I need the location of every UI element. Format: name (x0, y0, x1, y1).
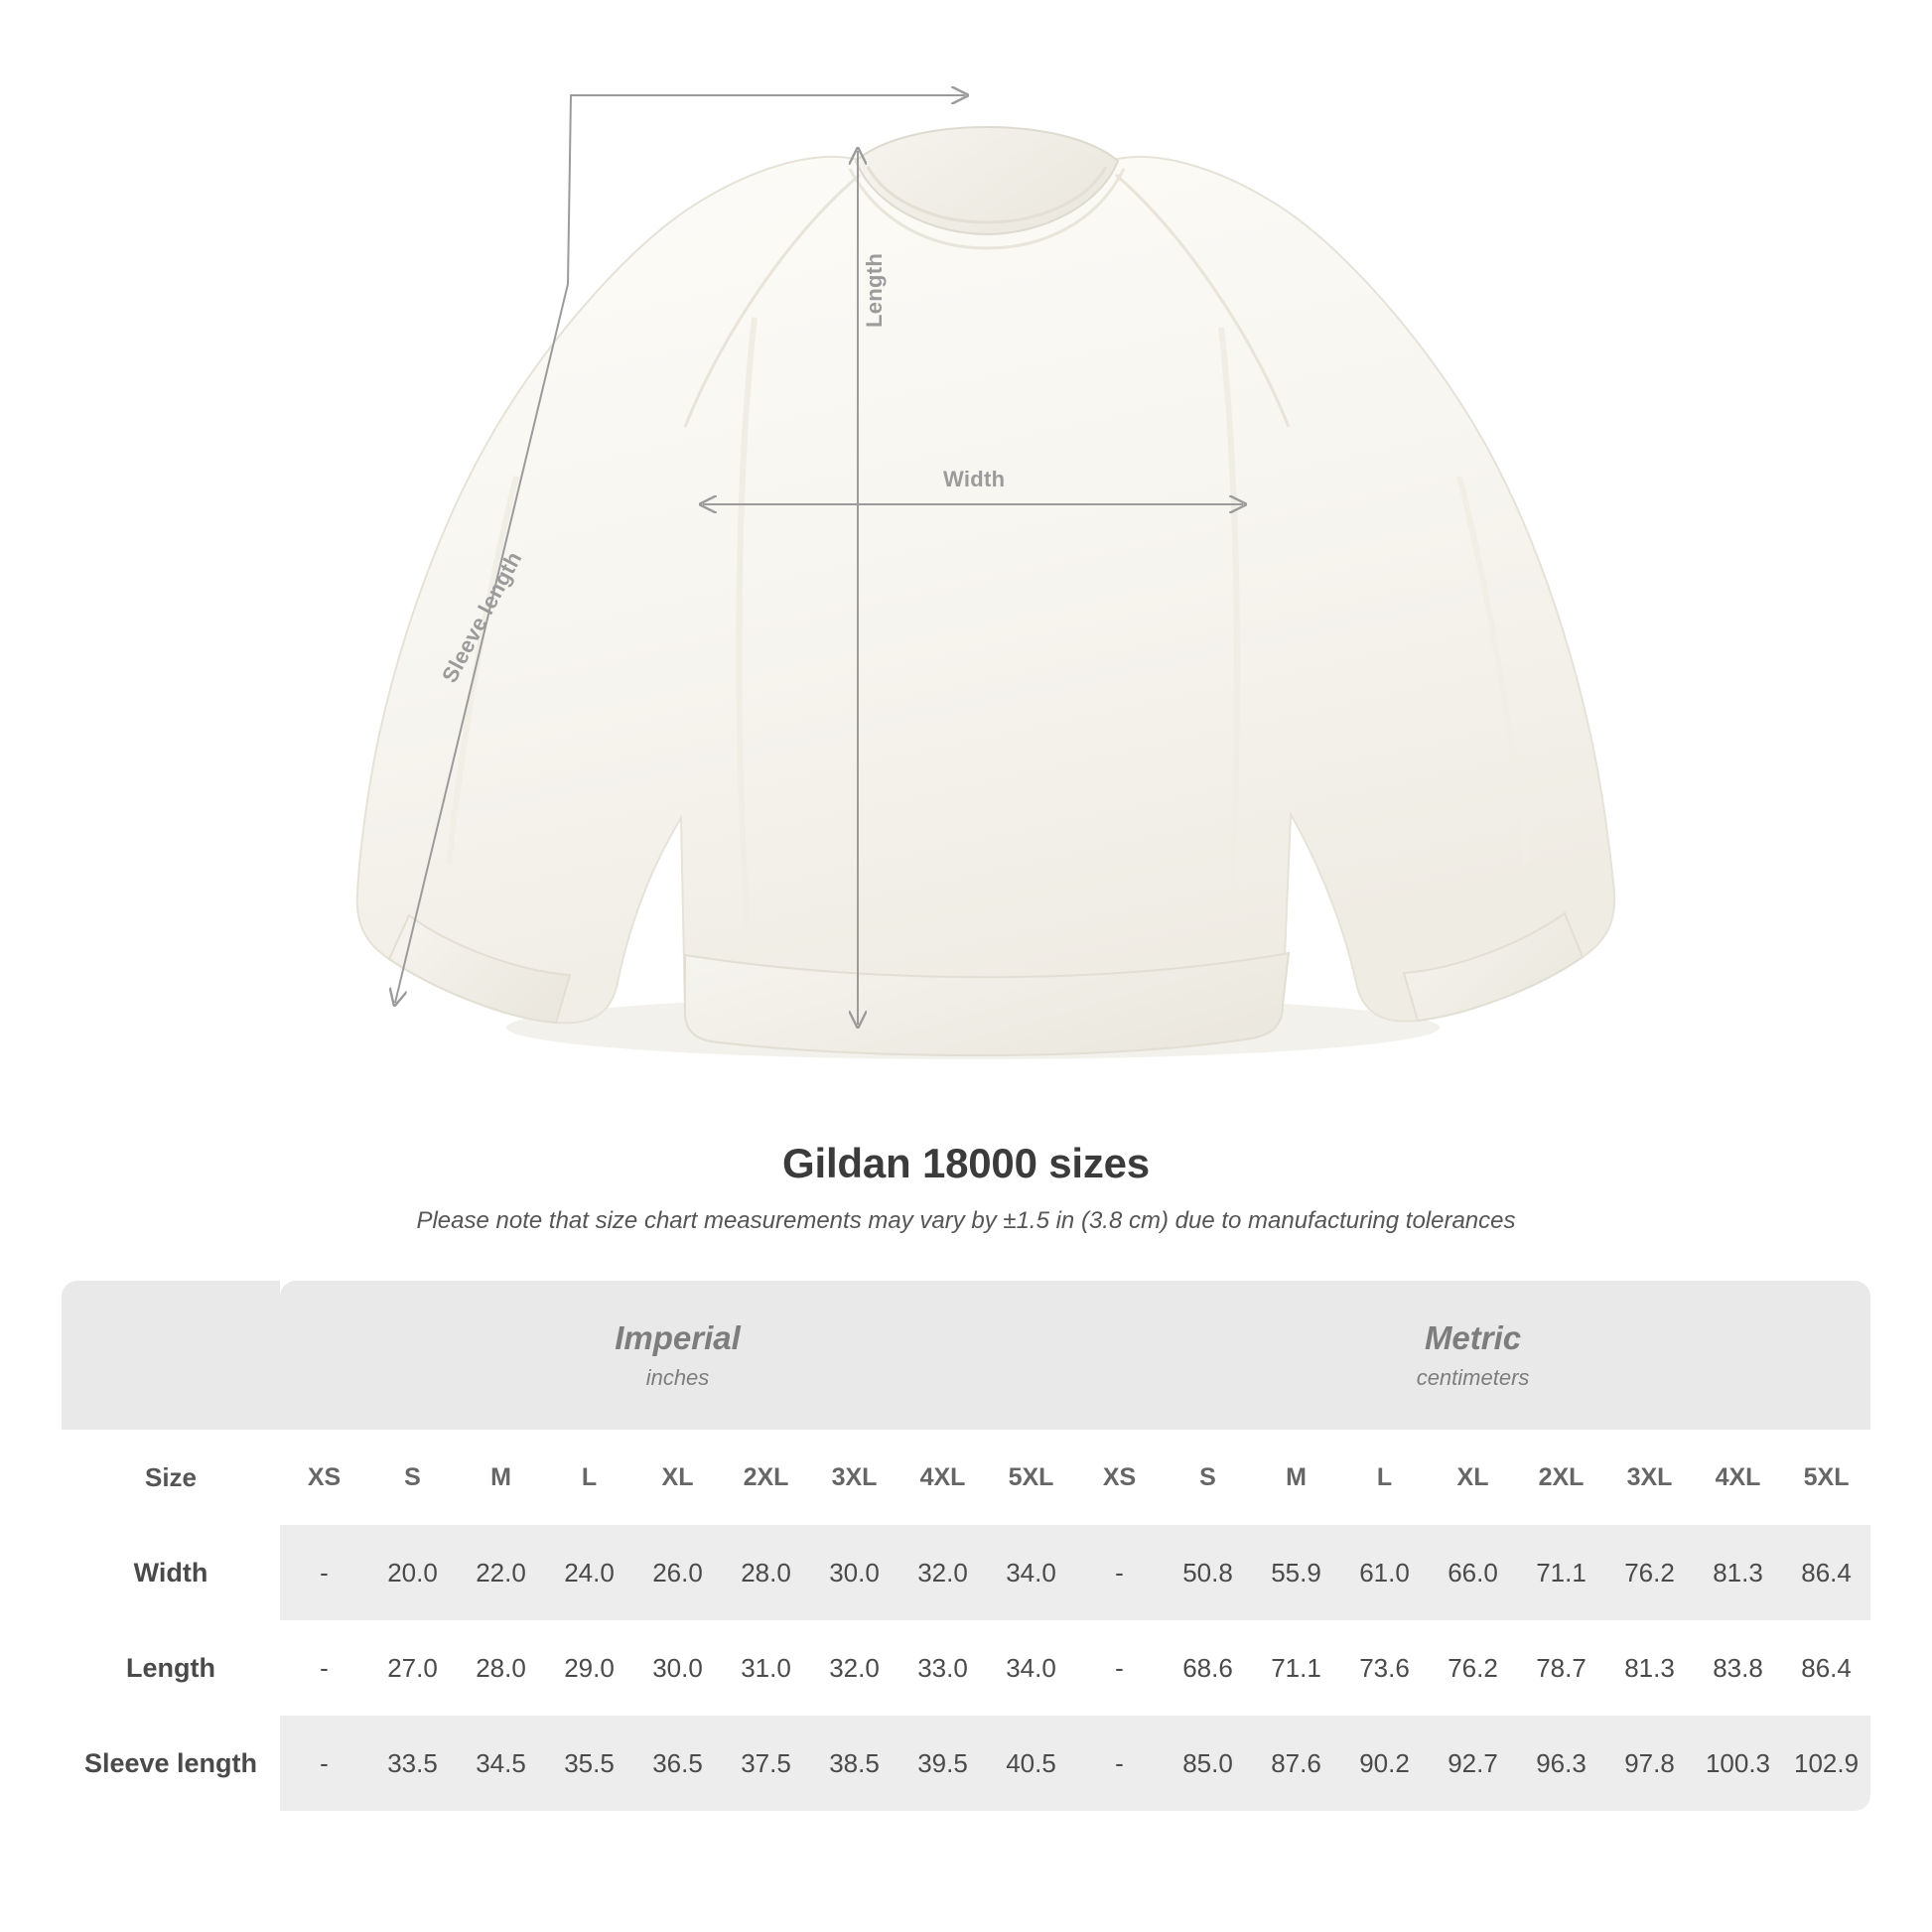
cell-length-metric-s: 68.6 (1164, 1620, 1252, 1716)
header-metric-4xl: 4XL (1694, 1430, 1782, 1525)
cell-width-imperial-m: 22.0 (457, 1525, 545, 1620)
header-imperial-m: M (457, 1430, 545, 1525)
header-imperial-xs: XS (280, 1430, 368, 1525)
cell-length-metric-4xl: 83.8 (1694, 1620, 1782, 1716)
cell-width-imperial-2xl: 28.0 (722, 1525, 810, 1620)
diagram-label-width: Width (943, 467, 1006, 491)
cell-length-metric-xl: 76.2 (1429, 1620, 1517, 1716)
cell-sleeve-metric-xl: 92.7 (1429, 1716, 1517, 1811)
header-metric-3xl: 3XL (1605, 1430, 1694, 1525)
row-label-length: Length (126, 1652, 215, 1683)
page-title: Gildan 18000 sizes (782, 1140, 1150, 1186)
header-metric-xl: XL (1429, 1430, 1517, 1525)
header-metric-m: M (1252, 1430, 1340, 1525)
cell-width-metric-4xl: 81.3 (1694, 1525, 1782, 1620)
header-imperial-5xl: 5XL (987, 1430, 1075, 1525)
unit-header-imperial (280, 1281, 1075, 1430)
cell-width-metric-2xl: 71.1 (1517, 1525, 1605, 1620)
cell-sleeve-imperial-xs: - (280, 1716, 368, 1811)
cell-sleeve-metric-4xl: 100.3 (1694, 1716, 1782, 1811)
cell-length-imperial-l: 29.0 (545, 1620, 633, 1716)
header-imperial-xl: XL (633, 1430, 722, 1525)
cell-width-metric-s: 50.8 (1164, 1525, 1252, 1620)
cell-sleeve-imperial-m: 34.5 (457, 1716, 545, 1811)
cell-length-metric-m: 71.1 (1252, 1620, 1340, 1716)
unit-header-corner (62, 1281, 280, 1430)
header-imperial-l: L (545, 1430, 633, 1525)
cell-sleeve-metric-xs: - (1075, 1716, 1164, 1811)
row-label-width: Width (133, 1557, 208, 1587)
cell-width-imperial-s: 20.0 (368, 1525, 457, 1620)
cell-length-metric-5xl: 86.4 (1782, 1620, 1870, 1716)
cell-sleeve-imperial-3xl: 38.5 (810, 1716, 898, 1811)
header-metric-l: L (1340, 1430, 1429, 1525)
cell-width-imperial-5xl: 34.0 (987, 1525, 1075, 1620)
cell-length-metric-2xl: 78.7 (1517, 1620, 1605, 1716)
cell-width-imperial-3xl: 30.0 (810, 1525, 898, 1620)
header-imperial-4xl: 4XL (898, 1430, 987, 1525)
table-row (62, 1716, 1870, 1811)
header-metric-s: S (1164, 1430, 1252, 1525)
unit-metric-name: Metric (1424, 1319, 1522, 1357)
tolerance-note: Please note that size chart measurements may vary by ±1.5 in (3.8 cm) due to manufacturing tolerances (416, 1207, 1516, 1234)
cell-sleeve-imperial-s: 33.5 (368, 1716, 457, 1811)
cell-length-imperial-m: 28.0 (457, 1620, 545, 1716)
cell-width-imperial-l: 24.0 (545, 1525, 633, 1620)
cell-sleeve-metric-l: 90.2 (1340, 1716, 1429, 1811)
cell-sleeve-metric-3xl: 97.8 (1605, 1716, 1694, 1811)
unit-imperial-name: Imperial (615, 1319, 741, 1357)
unit-metric-sub: centimeters (1416, 1364, 1530, 1390)
unit-header-row (62, 1281, 1870, 1430)
cell-length-imperial-5xl: 34.0 (987, 1620, 1075, 1716)
cell-length-imperial-2xl: 31.0 (722, 1620, 810, 1716)
cell-width-imperial-xl: 26.0 (633, 1525, 722, 1620)
size-table (62, 1281, 1870, 1811)
cell-width-metric-xs: - (1075, 1525, 1164, 1620)
header-imperial-s: S (368, 1430, 457, 1525)
cell-length-imperial-3xl: 32.0 (810, 1620, 898, 1716)
cell-width-metric-3xl: 76.2 (1605, 1525, 1694, 1620)
header-imperial-3xl: 3XL (810, 1430, 898, 1525)
diagram-label-length: Length (862, 252, 887, 328)
header-metric-5xl: 5XL (1782, 1430, 1870, 1525)
size-header-row (62, 1430, 1870, 1525)
cell-length-metric-3xl: 81.3 (1605, 1620, 1694, 1716)
cell-sleeve-imperial-l: 35.5 (545, 1716, 633, 1811)
row-label-sleeve-length: Sleeve length (83, 1747, 258, 1778)
cell-sleeve-metric-s: 85.0 (1164, 1716, 1252, 1811)
cell-length-imperial-xs: - (280, 1620, 368, 1716)
diagram-label-sleeve-length: Sleeve length (437, 547, 527, 687)
table-row (62, 1620, 1870, 1716)
cell-width-metric-m: 55.9 (1252, 1525, 1340, 1620)
cell-sleeve-imperial-5xl: 40.5 (987, 1716, 1075, 1811)
cell-sleeve-imperial-2xl: 37.5 (722, 1716, 810, 1811)
cell-sleeve-metric-2xl: 96.3 (1517, 1716, 1605, 1811)
cell-sleeve-metric-5xl: 102.9 (1782, 1716, 1870, 1811)
header-metric-xs: XS (1075, 1430, 1164, 1525)
size-table-wrap (62, 1281, 1870, 1811)
table-row (62, 1525, 1870, 1620)
unit-header-metric (1075, 1281, 1870, 1430)
cell-width-metric-xl: 66.0 (1429, 1525, 1517, 1620)
cell-width-imperial-4xl: 32.0 (898, 1525, 987, 1620)
cell-width-imperial-xs: - (280, 1525, 368, 1620)
cell-length-imperial-4xl: 33.0 (898, 1620, 987, 1716)
header-metric-2xl: 2XL (1517, 1430, 1605, 1525)
cell-sleeve-imperial-4xl: 39.5 (898, 1716, 987, 1811)
cell-width-metric-l: 61.0 (1340, 1525, 1429, 1620)
cell-sleeve-imperial-xl: 36.5 (633, 1716, 722, 1811)
cell-length-metric-l: 73.6 (1340, 1620, 1429, 1716)
title-block (0, 1140, 1932, 1235)
header-imperial-2xl: 2XL (722, 1430, 810, 1525)
cell-length-imperial-s: 27.0 (368, 1620, 457, 1716)
cell-length-metric-xs: - (1075, 1620, 1164, 1716)
cell-sleeve-metric-m: 87.6 (1252, 1716, 1340, 1811)
cell-width-metric-5xl: 86.4 (1782, 1525, 1870, 1620)
unit-imperial-sub: inches (645, 1364, 710, 1390)
header-size: Size (62, 1430, 280, 1525)
cell-length-imperial-xl: 30.0 (633, 1620, 722, 1716)
